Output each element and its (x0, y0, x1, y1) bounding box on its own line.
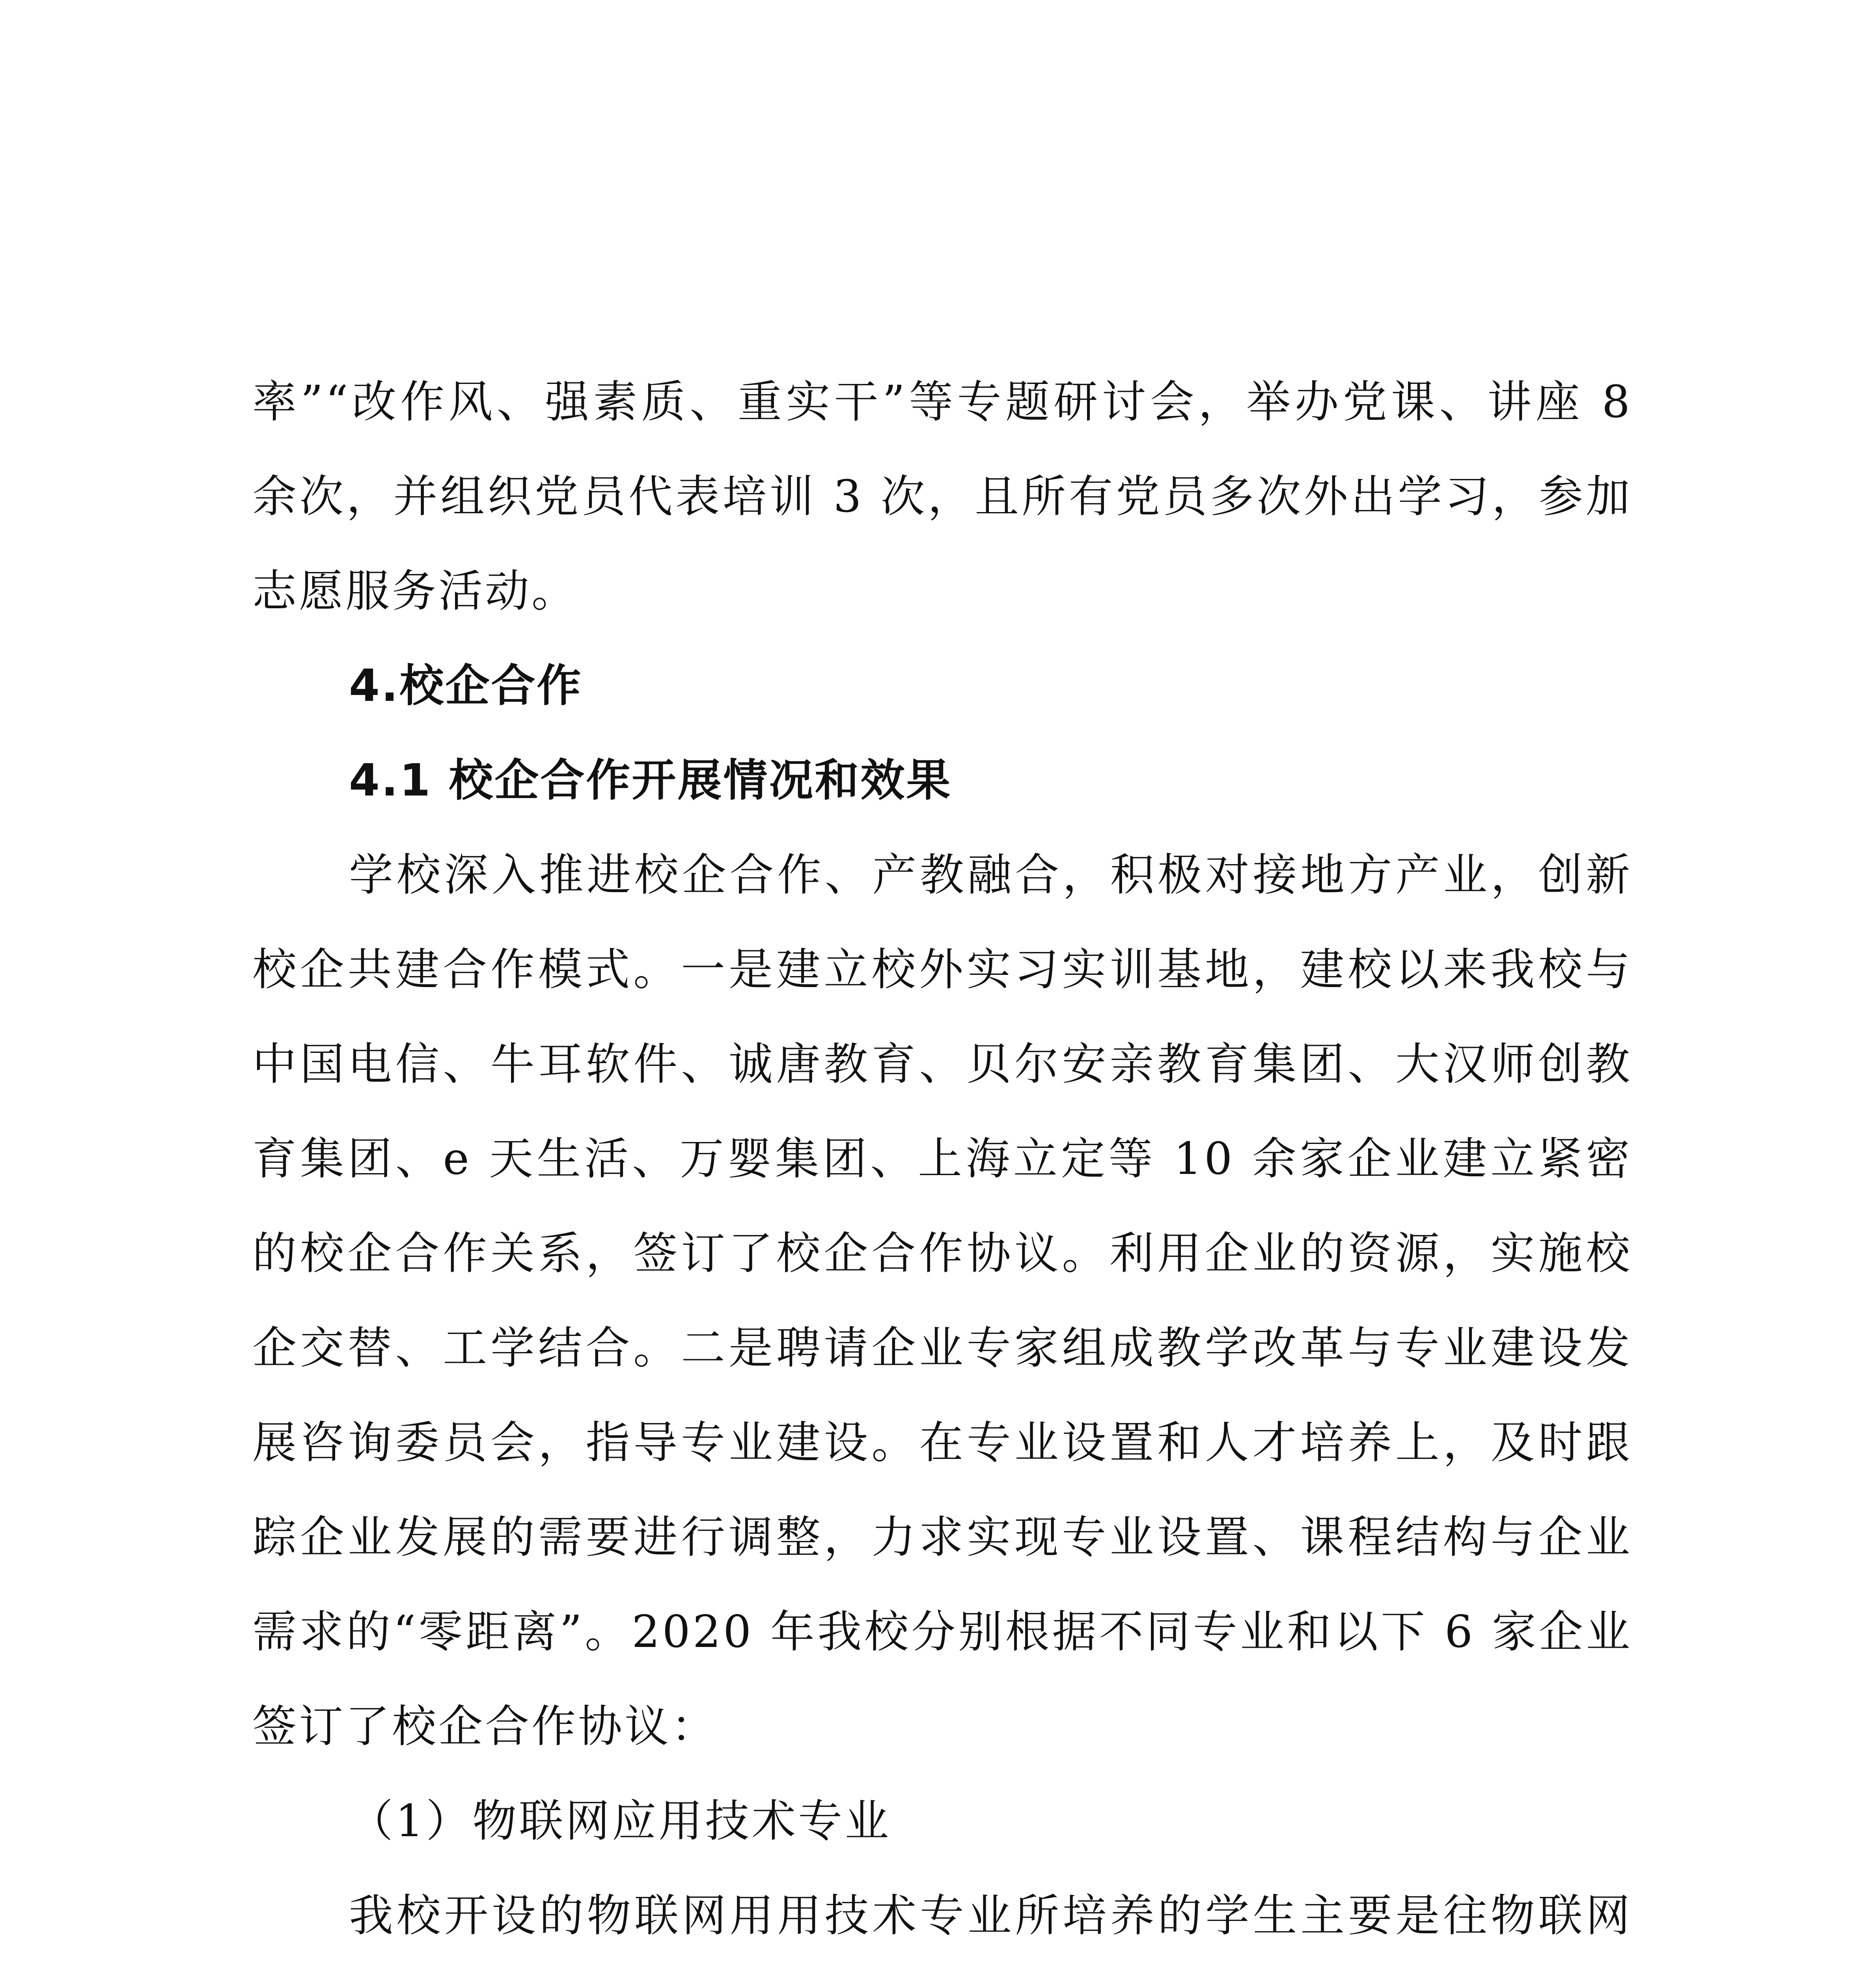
subsection-heading: 4.1 校企合作开展情况和效果 (349, 755, 952, 806)
paragraph-cooperation-overview: 学校深入推进校企合作、产教融合，积极对接地方产业，创新校企共建合作模式。一是建立校外实习实训基地，建校以来我校与中国电信、牛耳软件、诚唐教育、贝尔安亲教育集团、大汉师创教育集团、e 天生活、万婴集团、上海立定等 10 余家企业建立紧密的校企合作关系，签订了校企合作协议。利用企业的资源，实施校企交替、工学结合。二是聘请企业专家组成教学改革与专业建设发展咨询委员会，指导专业建设。在专业设置和人才培养上，及时跟踪企业发展的需要进行调整，力求实现专业设置、课程结构与企业需求的“零距离”。2020 年我校分别根据不同专业和以下 6 家企业签订了校企合作协议： (252, 850, 1632, 1752)
paragraph-iot: 我校开设的物联网用用技术专业所培养的学生主要是往物联网 (349, 1890, 1632, 1941)
page-content (252, 355, 1632, 1971)
paragraph-continuation: 率”“改作风、强素质、重实干”等专题研讨会，举办党课、讲座 8 余次，并组织党员代表培训 3 次，且所有党员多次外出学习，参加志愿服务活动。 (252, 376, 1632, 617)
item-heading-iot: （1）物联网应用技术专业 (349, 1796, 891, 1847)
section-heading: 4.校企合作 (349, 660, 583, 712)
